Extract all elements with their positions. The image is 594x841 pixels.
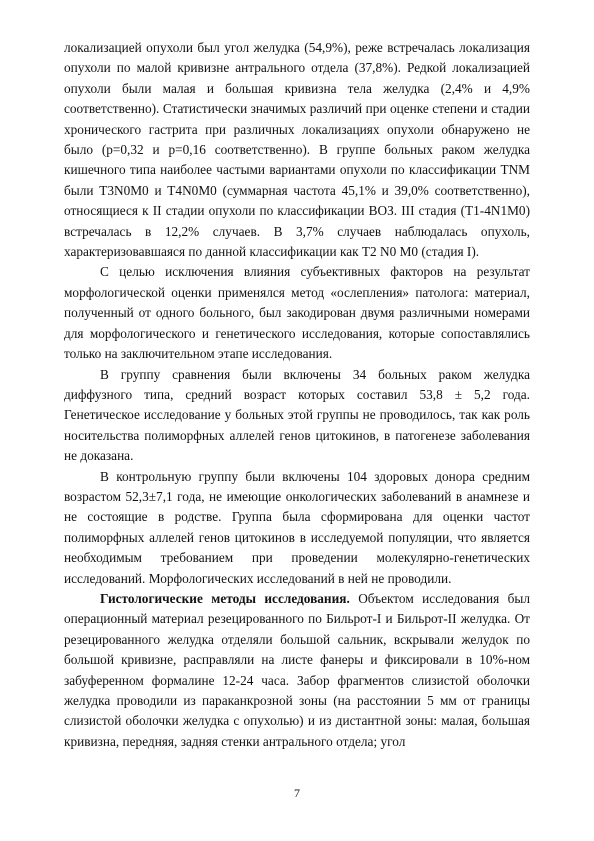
section-heading: Гистологические методы исследования. — [100, 590, 350, 606]
paragraph-5-text: Объектом исследования был операционный материал резецированного по Бильрот-I и Бильрот-II желудка. От резецированного желудка отделяли большой сальник, вскрывали желудок по большой кривизне, расправляли на листе фанеры и фиксировали в 10%-ном забуференном формалине 12-24 часа. Забор фрагментов слизистой оболочки желудка проводили из параканкрозной зоны (на расстоянии 5 мм от границы слизистой оболочки желудка с опухолью) и из дистантной зоны: малая, большая кривизна, передняя, задняя стенки антрального отдела; угол — [64, 590, 530, 749]
paragraph-3: В группу сравнения были включены 34 больных раком желудка диффузного типа, средний возраст которых составил 53,8 ± 5,2 года. Генетическое исследование у больных этой группы не проводилось, так как роль носительства полиморфных аллелей генов цитокинов, в патогенезе заболевания не доказана. — [64, 366, 530, 464]
document-body — [64, 38, 530, 752]
paragraph-4: В контрольную группу были включены 104 здоровых донора средним возрастом 52,3±7,1 года, не имеющие онкологических заболеваний в анамнезе и не состоящие в родстве. Группа была сформирована для оценки частот полиморфных аллелей генов цитокинов в исследуемой популяции, что является необходимым требованием при проведении молекулярно-генетических исследований. Морфологических исследований в ней не проводили. — [64, 468, 530, 586]
paragraph-2: С целью исключения влияния субъективных факторов на результат морфологической оценки применялся метод «ослепления» патолога: материал, полученный от одного больного, был закодирован двумя различными номерами для морфологического и генетического исследования, которые сопоставлялись только на заключительном этапе исследования. — [64, 264, 530, 362]
paragraph-1: локализацией опухоли был угол желудка (54,9%), реже встречалась локализация опухоли по малой кривизне антрального отдела (37,8%). Редкой локализацией опухоли были малая и большая кривизна тела желудка (2,4% и 4,9% соответственно). Статистически значимых различий при оценке степени и стадии хронического гастрита при различных локализациях опухоли обнаружено не было (p=0,32 и p=0,16 соответственно). В группе больных раком желудка кишечного типа наиболее частыми вариантами опухоли по классификации TNM были T3N0M0 и T4N0M0 (суммарная частота 45,1% и 39,0% соответственно), относящиеся к II стадии опухоли по классификации ВОЗ. III стадия (T1-4N1M0) встречалась в 12,2% случаев. В 3,7% случаев наблюдалась опухоль, характеризовавшаяся по данной классификации как T2 N0 M0 (стадия I). — [64, 40, 530, 260]
paragraph-5 — [64, 589, 530, 752]
page-number: 7 — [294, 786, 300, 800]
